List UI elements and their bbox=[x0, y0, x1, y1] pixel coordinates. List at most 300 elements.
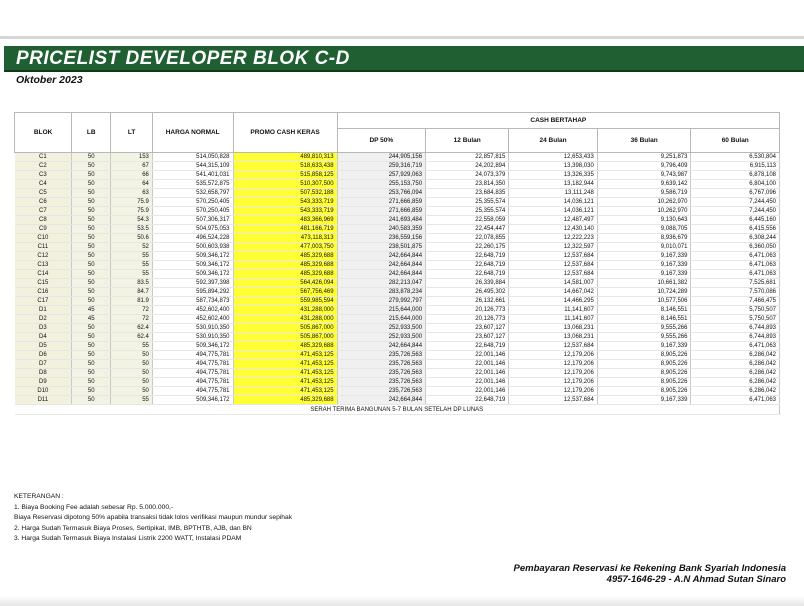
cell-lt: 72 bbox=[111, 306, 153, 315]
cell-36-bulan: 9,167,339 bbox=[597, 396, 691, 405]
payment-bank-line: Pembayaran Reservasi ke Rekening Bank Syariah Indonesia bbox=[513, 563, 786, 574]
table-row bbox=[15, 234, 780, 243]
header-cash-bertahap: CASH BERTAHAP bbox=[337, 113, 779, 129]
cell-24-bulan: 12,179,206 bbox=[509, 387, 597, 396]
cell-lb: 50 bbox=[72, 198, 111, 207]
cell-blok: D10 bbox=[15, 387, 72, 396]
note-included-costs: 2. Harga Sudah Termasuk Biaya Proses, Sertipikat, IMB, BPTHTB, AJB, dan BN bbox=[14, 524, 252, 532]
cell-36-bulan: 9,555,266 bbox=[597, 333, 691, 342]
cell-promo-cash-keras: 477,003,750 bbox=[233, 243, 337, 252]
cell-12-bulan: 23,607,127 bbox=[426, 324, 509, 333]
table-row bbox=[15, 162, 780, 171]
cell-60-bulan: 6,471,063 bbox=[691, 261, 780, 270]
cell-blok: D2 bbox=[15, 315, 72, 324]
cell-24-bulan: 14,036,121 bbox=[509, 207, 597, 216]
cell-lt: 50 bbox=[111, 360, 153, 369]
cell-36-bulan: 10,262,970 bbox=[597, 207, 691, 216]
note-reservation-cut: Biaya Reservasi dipotong 50% apabila transaksi tidak lolos verifikasi maupun mundur sepihak bbox=[14, 514, 293, 522]
cell-lb: 50 bbox=[72, 333, 111, 342]
cell-blok: C3 bbox=[15, 171, 72, 180]
header-blok: BLOK bbox=[15, 113, 72, 153]
cell-blok: D5 bbox=[15, 342, 72, 351]
cell-60-bulan: 6,878,108 bbox=[691, 171, 780, 180]
cell-12-bulan: 22,648,719 bbox=[426, 342, 509, 351]
cell-36-bulan: 9,555,266 bbox=[597, 324, 691, 333]
cell-dp: 259,316,719 bbox=[337, 162, 425, 171]
cell-36-bulan: 8,905,226 bbox=[597, 351, 691, 360]
cell-24-bulan: 12,322,597 bbox=[509, 243, 597, 252]
cell-lt: 50 bbox=[111, 369, 153, 378]
cell-promo-cash-keras: 471,453,125 bbox=[233, 387, 337, 396]
cell-promo-cash-keras: 473,118,313 bbox=[233, 234, 337, 243]
cell-24-bulan: 14,036,121 bbox=[509, 198, 597, 207]
cell-lt: 62.4 bbox=[111, 324, 153, 333]
cell-12-bulan: 22,648,719 bbox=[426, 270, 509, 279]
cell-60-bulan: 6,286,042 bbox=[691, 351, 780, 360]
cell-blok: D1 bbox=[15, 306, 72, 315]
cell-lb: 50 bbox=[72, 288, 111, 297]
cell-harga-normal: 452,602,400 bbox=[152, 315, 233, 324]
table-row bbox=[15, 153, 780, 162]
cell-blok: D9 bbox=[15, 378, 72, 387]
cell-60-bulan: 7,466,475 bbox=[691, 297, 780, 306]
cell-blok: C7 bbox=[15, 207, 72, 216]
cell-dp: 242,664,844 bbox=[337, 396, 425, 405]
cell-lt: 83.5 bbox=[111, 279, 153, 288]
title-band bbox=[4, 46, 804, 72]
cell-harga-normal: 494,775,781 bbox=[152, 369, 233, 378]
cell-harga-normal: 514,050,828 bbox=[152, 153, 233, 162]
cell-blok: C13 bbox=[15, 261, 72, 270]
cell-promo-cash-keras: 489,810,313 bbox=[233, 153, 337, 162]
cell-lt: 55 bbox=[111, 261, 153, 270]
payment-account-line: 4957-1646-29 - A.N Ahmad Sutan Sinaro bbox=[606, 574, 786, 585]
cell-harga-normal: 530,910,350 bbox=[152, 333, 233, 342]
cell-lb: 50 bbox=[72, 252, 111, 261]
cell-12-bulan: 22,648,719 bbox=[426, 396, 509, 405]
cell-36-bulan: 9,130,643 bbox=[597, 216, 691, 225]
cell-24-bulan: 12,537,684 bbox=[509, 270, 597, 279]
bottom-edge bbox=[0, 596, 804, 606]
cell-blok: D6 bbox=[15, 351, 72, 360]
cell-60-bulan: 6,767,096 bbox=[691, 189, 780, 198]
cell-blok: C4 bbox=[15, 180, 72, 189]
cell-lt: 62.4 bbox=[111, 333, 153, 342]
cell-lb: 50 bbox=[72, 171, 111, 180]
notes-heading: KETERANGAN : bbox=[14, 493, 64, 500]
cell-36-bulan: 8,905,226 bbox=[597, 369, 691, 378]
cell-60-bulan: 6,471,063 bbox=[691, 342, 780, 351]
cell-harga-normal: 509,346,172 bbox=[152, 261, 233, 270]
cell-harga-normal: 504,975,053 bbox=[152, 225, 233, 234]
cell-lb: 50 bbox=[72, 360, 111, 369]
cell-lb: 50 bbox=[72, 180, 111, 189]
cell-60-bulan: 6,804,100 bbox=[691, 180, 780, 189]
cell-12-bulan: 22,857,815 bbox=[426, 153, 509, 162]
cell-harga-normal: 509,346,172 bbox=[152, 396, 233, 405]
cell-60-bulan: 6,445,160 bbox=[691, 216, 780, 225]
table-row bbox=[15, 396, 780, 405]
cell-lb: 45 bbox=[72, 306, 111, 315]
cell-promo-cash-keras: 564,426,094 bbox=[233, 279, 337, 288]
cell-promo-cash-keras: 471,453,125 bbox=[233, 351, 337, 360]
cell-dp: 235,726,563 bbox=[337, 351, 425, 360]
cell-60-bulan: 6,286,042 bbox=[691, 387, 780, 396]
cell-lb: 50 bbox=[72, 387, 111, 396]
table-row bbox=[15, 225, 780, 234]
table-row bbox=[15, 189, 780, 198]
cell-harga-normal: 496,524,228 bbox=[152, 234, 233, 243]
cell-lb: 50 bbox=[72, 243, 111, 252]
cell-12-bulan: 25,355,574 bbox=[426, 207, 509, 216]
table-row bbox=[15, 315, 780, 324]
cell-24-bulan: 12,179,206 bbox=[509, 369, 597, 378]
cell-blok: C8 bbox=[15, 216, 72, 225]
cell-dp: 235,726,563 bbox=[337, 378, 425, 387]
cell-60-bulan: 7,244,450 bbox=[691, 207, 780, 216]
cell-dp: 242,664,844 bbox=[337, 342, 425, 351]
cell-harga-normal: 509,346,172 bbox=[152, 270, 233, 279]
header-dp: DP 50% bbox=[337, 129, 425, 153]
cell-lt: 50 bbox=[111, 378, 153, 387]
cell-lt: 63 bbox=[111, 189, 153, 198]
cell-60-bulan: 6,286,042 bbox=[691, 360, 780, 369]
cell-lb: 50 bbox=[72, 396, 111, 405]
cell-promo-cash-keras: 518,633,438 bbox=[233, 162, 337, 171]
cell-harga-normal: 544,315,109 bbox=[152, 162, 233, 171]
cell-harga-normal: 570,250,405 bbox=[152, 198, 233, 207]
cell-36-bulan: 8,905,226 bbox=[597, 360, 691, 369]
cell-dp: 257,929,063 bbox=[337, 171, 425, 180]
cell-promo-cash-keras: 483,366,969 bbox=[233, 216, 337, 225]
cell-harga-normal: 494,775,781 bbox=[152, 360, 233, 369]
cell-lt: 64 bbox=[111, 180, 153, 189]
page-title: PRICELIST DEVELOPER BLOK C-D bbox=[16, 48, 350, 69]
cell-blok: C5 bbox=[15, 189, 72, 198]
cell-24-bulan: 12,179,206 bbox=[509, 351, 597, 360]
cell-36-bulan: 9,167,339 bbox=[597, 342, 691, 351]
cell-24-bulan: 12,179,206 bbox=[509, 360, 597, 369]
cell-harga-normal: 532,658,797 bbox=[152, 189, 233, 198]
cell-dp: 215,644,000 bbox=[337, 306, 425, 315]
header-lb: LB bbox=[72, 113, 111, 153]
cell-dp: 215,644,000 bbox=[337, 315, 425, 324]
cell-promo-cash-keras: 471,453,125 bbox=[233, 360, 337, 369]
cell-12-bulan: 24,202,894 bbox=[426, 162, 509, 171]
cell-promo-cash-keras: 485,329,688 bbox=[233, 270, 337, 279]
cell-lt: 55 bbox=[111, 270, 153, 279]
table-row bbox=[15, 360, 780, 369]
cell-blok: D8 bbox=[15, 369, 72, 378]
cell-12-bulan: 22,078,855 bbox=[426, 234, 509, 243]
cell-lt: 153 bbox=[111, 153, 153, 162]
cell-dp: 271,666,859 bbox=[337, 198, 425, 207]
cell-lt: 55 bbox=[111, 252, 153, 261]
cell-24-bulan: 12,537,684 bbox=[509, 252, 597, 261]
cell-lb: 45 bbox=[72, 315, 111, 324]
cell-promo-cash-keras: 485,329,688 bbox=[233, 252, 337, 261]
cell-36-bulan: 9,251,873 bbox=[597, 153, 691, 162]
cell-lt: 66 bbox=[111, 171, 153, 180]
cell-12-bulan: 24,073,379 bbox=[426, 171, 509, 180]
cell-promo-cash-keras: 485,329,688 bbox=[233, 342, 337, 351]
cell-blok: C11 bbox=[15, 243, 72, 252]
cell-36-bulan: 9,167,339 bbox=[597, 252, 691, 261]
cell-lt: 50 bbox=[111, 351, 153, 360]
cell-dp: 279,992,797 bbox=[337, 297, 425, 306]
table-row bbox=[15, 171, 780, 180]
cell-lt: 55 bbox=[111, 396, 153, 405]
cell-lb: 50 bbox=[72, 261, 111, 270]
cell-12-bulan: 22,001,146 bbox=[426, 387, 509, 396]
cell-12-bulan: 26,495,302 bbox=[426, 288, 509, 297]
cell-harga-normal: 570,250,405 bbox=[152, 207, 233, 216]
cell-36-bulan: 10,724,289 bbox=[597, 288, 691, 297]
cell-promo-cash-keras: 505,867,000 bbox=[233, 324, 337, 333]
cell-24-bulan: 12,537,684 bbox=[509, 342, 597, 351]
cell-harga-normal: 509,346,172 bbox=[152, 252, 233, 261]
cell-12-bulan: 20,126,773 bbox=[426, 315, 509, 324]
cell-blok: C6 bbox=[15, 198, 72, 207]
cell-60-bulan: 6,471,063 bbox=[691, 270, 780, 279]
cell-dp: 235,726,563 bbox=[337, 360, 425, 369]
table-row bbox=[15, 207, 780, 216]
cell-harga-normal: 500,603,938 bbox=[152, 243, 233, 252]
cell-lb: 50 bbox=[72, 153, 111, 162]
table-row bbox=[15, 387, 780, 396]
cell-24-bulan: 11,141,607 bbox=[509, 315, 597, 324]
cell-lt: 53.5 bbox=[111, 225, 153, 234]
cell-24-bulan: 13,398,030 bbox=[509, 162, 597, 171]
cell-promo-cash-keras: 515,858,125 bbox=[233, 171, 337, 180]
table-row bbox=[15, 243, 780, 252]
cell-12-bulan: 22,001,146 bbox=[426, 369, 509, 378]
cell-60-bulan: 6,530,804 bbox=[691, 153, 780, 162]
table-row bbox=[15, 261, 780, 270]
cell-dp: 235,726,563 bbox=[337, 369, 425, 378]
note-installation: 3. Harga Sudah Termasuk Biaya Instalasi Listrik 2200 WATT, Instalasi PDAM bbox=[14, 535, 242, 543]
cell-lt: 75.9 bbox=[111, 198, 153, 207]
cell-12-bulan: 22,454,447 bbox=[426, 225, 509, 234]
cell-blok: D4 bbox=[15, 333, 72, 342]
header-36-bulan: 36 Bulan bbox=[597, 129, 691, 153]
cell-36-bulan: 9,167,339 bbox=[597, 261, 691, 270]
cell-24-bulan: 13,182,944 bbox=[509, 180, 597, 189]
cell-lb: 50 bbox=[72, 225, 111, 234]
cell-36-bulan: 8,936,679 bbox=[597, 234, 691, 243]
cell-36-bulan: 9,796,409 bbox=[597, 162, 691, 171]
cell-blok: C2 bbox=[15, 162, 72, 171]
cell-lb: 50 bbox=[72, 324, 111, 333]
cell-blok: C14 bbox=[15, 270, 72, 279]
cell-60-bulan: 6,308,244 bbox=[691, 234, 780, 243]
cell-blok: C15 bbox=[15, 279, 72, 288]
table-row bbox=[15, 369, 780, 378]
cell-60-bulan: 6,360,050 bbox=[691, 243, 780, 252]
header-60-bulan: 60 Bulan bbox=[691, 129, 780, 153]
top-blank-area bbox=[0, 0, 804, 40]
cell-blok: D7 bbox=[15, 360, 72, 369]
cell-promo-cash-keras: 567,756,469 bbox=[233, 288, 337, 297]
cell-promo-cash-keras: 431,288,000 bbox=[233, 315, 337, 324]
cell-lt: 72 bbox=[111, 315, 153, 324]
cell-lt: 52 bbox=[111, 243, 153, 252]
cell-12-bulan: 23,607,127 bbox=[426, 333, 509, 342]
cell-12-bulan: 22,001,146 bbox=[426, 378, 509, 387]
cell-dp: 244,905,156 bbox=[337, 153, 425, 162]
table-row bbox=[15, 279, 780, 288]
cell-60-bulan: 6,286,042 bbox=[691, 378, 780, 387]
cell-60-bulan: 5,750,507 bbox=[691, 315, 780, 324]
cell-24-bulan: 12,537,684 bbox=[509, 261, 597, 270]
table-row bbox=[15, 288, 780, 297]
cell-dp: 253,766,094 bbox=[337, 189, 425, 198]
cell-lb: 50 bbox=[72, 216, 111, 225]
cell-12-bulan: 22,648,719 bbox=[426, 252, 509, 261]
cell-12-bulan: 26,132,661 bbox=[426, 297, 509, 306]
cell-harga-normal: 494,775,781 bbox=[152, 387, 233, 396]
payment-info bbox=[514, 563, 786, 585]
table-row bbox=[15, 306, 780, 315]
cell-dp: 240,583,359 bbox=[337, 225, 425, 234]
cell-24-bulan: 13,068,231 bbox=[509, 324, 597, 333]
cell-blok: C9 bbox=[15, 225, 72, 234]
cell-dp: 241,693,484 bbox=[337, 216, 425, 225]
cell-60-bulan: 6,915,113 bbox=[691, 162, 780, 171]
period-label: Oktober 2023 bbox=[16, 74, 83, 86]
cell-harga-normal: 507,306,317 bbox=[152, 216, 233, 225]
cell-dp: 271,666,859 bbox=[337, 207, 425, 216]
cell-lb: 50 bbox=[72, 279, 111, 288]
cell-harga-normal: 592,397,398 bbox=[152, 279, 233, 288]
cell-harga-normal: 535,572,875 bbox=[152, 180, 233, 189]
header-lt: LT bbox=[111, 113, 153, 153]
cell-24-bulan: 12,222,223 bbox=[509, 234, 597, 243]
cell-dp: 242,664,844 bbox=[337, 270, 425, 279]
cell-60-bulan: 6,471,063 bbox=[691, 396, 780, 405]
cell-12-bulan: 23,684,835 bbox=[426, 189, 509, 198]
table-body bbox=[15, 153, 780, 405]
table-row bbox=[15, 198, 780, 207]
cell-promo-cash-keras: 481,166,719 bbox=[233, 225, 337, 234]
cell-lt: 50 bbox=[111, 387, 153, 396]
cell-36-bulan: 9,639,142 bbox=[597, 180, 691, 189]
table-row bbox=[15, 333, 780, 342]
header-promo-cash-keras: PROMO CASH KERAS bbox=[233, 113, 337, 153]
cell-promo-cash-keras: 471,453,125 bbox=[233, 378, 337, 387]
cell-36-bulan: 8,905,226 bbox=[597, 378, 691, 387]
cell-dp: 282,213,047 bbox=[337, 279, 425, 288]
cell-24-bulan: 14,581,007 bbox=[509, 279, 597, 288]
cell-lb: 50 bbox=[72, 162, 111, 171]
cell-12-bulan: 22,558,059 bbox=[426, 216, 509, 225]
cell-36-bulan: 9,586,719 bbox=[597, 189, 691, 198]
cell-12-bulan: 22,260,175 bbox=[426, 243, 509, 252]
table-row bbox=[15, 378, 780, 387]
cell-dp: 242,664,844 bbox=[337, 261, 425, 270]
cell-24-bulan: 13,068,231 bbox=[509, 333, 597, 342]
cell-lb: 50 bbox=[72, 234, 111, 243]
cell-dp: 236,559,156 bbox=[337, 234, 425, 243]
cell-lb: 50 bbox=[72, 342, 111, 351]
cell-dp: 252,933,500 bbox=[337, 324, 425, 333]
table-row bbox=[15, 351, 780, 360]
cell-dp: 283,878,234 bbox=[337, 288, 425, 297]
cell-harga-normal: 509,346,172 bbox=[152, 342, 233, 351]
cell-36-bulan: 9,010,071 bbox=[597, 243, 691, 252]
cell-lb: 50 bbox=[72, 297, 111, 306]
cell-36-bulan: 10,262,970 bbox=[597, 198, 691, 207]
cell-blok: C12 bbox=[15, 252, 72, 261]
handover-note: SERAH TERIMA BANGUNAN 5-7 BULAN SETELAH DP LUNAS bbox=[15, 405, 780, 415]
pricelist-table bbox=[14, 112, 780, 415]
header-harga-normal: HARGA NORMAL bbox=[152, 113, 233, 153]
cell-12-bulan: 22,001,146 bbox=[426, 351, 509, 360]
cell-36-bulan: 10,661,382 bbox=[597, 279, 691, 288]
cell-promo-cash-keras: 543,333,719 bbox=[233, 207, 337, 216]
cell-60-bulan: 7,570,086 bbox=[691, 288, 780, 297]
cell-promo-cash-keras: 507,532,188 bbox=[233, 189, 337, 198]
cell-24-bulan: 11,141,607 bbox=[509, 306, 597, 315]
table-row bbox=[15, 252, 780, 261]
cell-12-bulan: 22,001,146 bbox=[426, 360, 509, 369]
cell-60-bulan: 6,744,893 bbox=[691, 333, 780, 342]
header-12-bulan: 12 Bulan bbox=[426, 129, 509, 153]
sheet-divider bbox=[0, 36, 804, 39]
cell-promo-cash-keras: 543,333,719 bbox=[233, 198, 337, 207]
cell-harga-normal: 530,910,350 bbox=[152, 324, 233, 333]
cell-promo-cash-keras: 505,867,000 bbox=[233, 333, 337, 342]
cell-12-bulan: 26,339,884 bbox=[426, 279, 509, 288]
cell-36-bulan: 9,088,705 bbox=[597, 225, 691, 234]
cell-lt: 55 bbox=[111, 342, 153, 351]
table-row bbox=[15, 270, 780, 279]
cell-harga-normal: 587,734,873 bbox=[152, 297, 233, 306]
cell-24-bulan: 13,326,335 bbox=[509, 171, 597, 180]
cell-blok: C1 bbox=[15, 153, 72, 162]
cell-promo-cash-keras: 471,453,125 bbox=[233, 369, 337, 378]
cell-lt: 50.6 bbox=[111, 234, 153, 243]
cell-36-bulan: 10,577,506 bbox=[597, 297, 691, 306]
cell-60-bulan: 6,471,063 bbox=[691, 252, 780, 261]
cell-dp: 242,664,844 bbox=[337, 252, 425, 261]
cell-36-bulan: 9,167,339 bbox=[597, 270, 691, 279]
cell-12-bulan: 23,814,350 bbox=[426, 180, 509, 189]
cell-60-bulan: 6,415,556 bbox=[691, 225, 780, 234]
cell-lt: 75.9 bbox=[111, 207, 153, 216]
cell-24-bulan: 13,111,248 bbox=[509, 189, 597, 198]
cell-36-bulan: 8,905,226 bbox=[597, 387, 691, 396]
cell-12-bulan: 22,648,719 bbox=[426, 261, 509, 270]
cell-dp: 252,933,500 bbox=[337, 333, 425, 342]
cell-24-bulan: 12,487,497 bbox=[509, 216, 597, 225]
cell-60-bulan: 5,750,507 bbox=[691, 306, 780, 315]
cell-promo-cash-keras: 431,288,000 bbox=[233, 306, 337, 315]
note-booking-fee: 1. Biaya Booking Fee adalah sebesar Rp. 5.000.000,- bbox=[14, 503, 174, 511]
table-row bbox=[15, 180, 780, 189]
cell-36-bulan: 9,743,987 bbox=[597, 171, 691, 180]
cell-24-bulan: 14,466,295 bbox=[509, 297, 597, 306]
cell-60-bulan: 7,244,450 bbox=[691, 198, 780, 207]
table-row bbox=[15, 297, 780, 306]
cell-lt: 54.3 bbox=[111, 216, 153, 225]
cell-blok: C17 bbox=[15, 297, 72, 306]
cell-blok: C10 bbox=[15, 234, 72, 243]
cell-harga-normal: 595,894,292 bbox=[152, 288, 233, 297]
cell-lb: 50 bbox=[72, 351, 111, 360]
cell-dp: 238,501,875 bbox=[337, 243, 425, 252]
cell-dp: 255,153,750 bbox=[337, 180, 425, 189]
